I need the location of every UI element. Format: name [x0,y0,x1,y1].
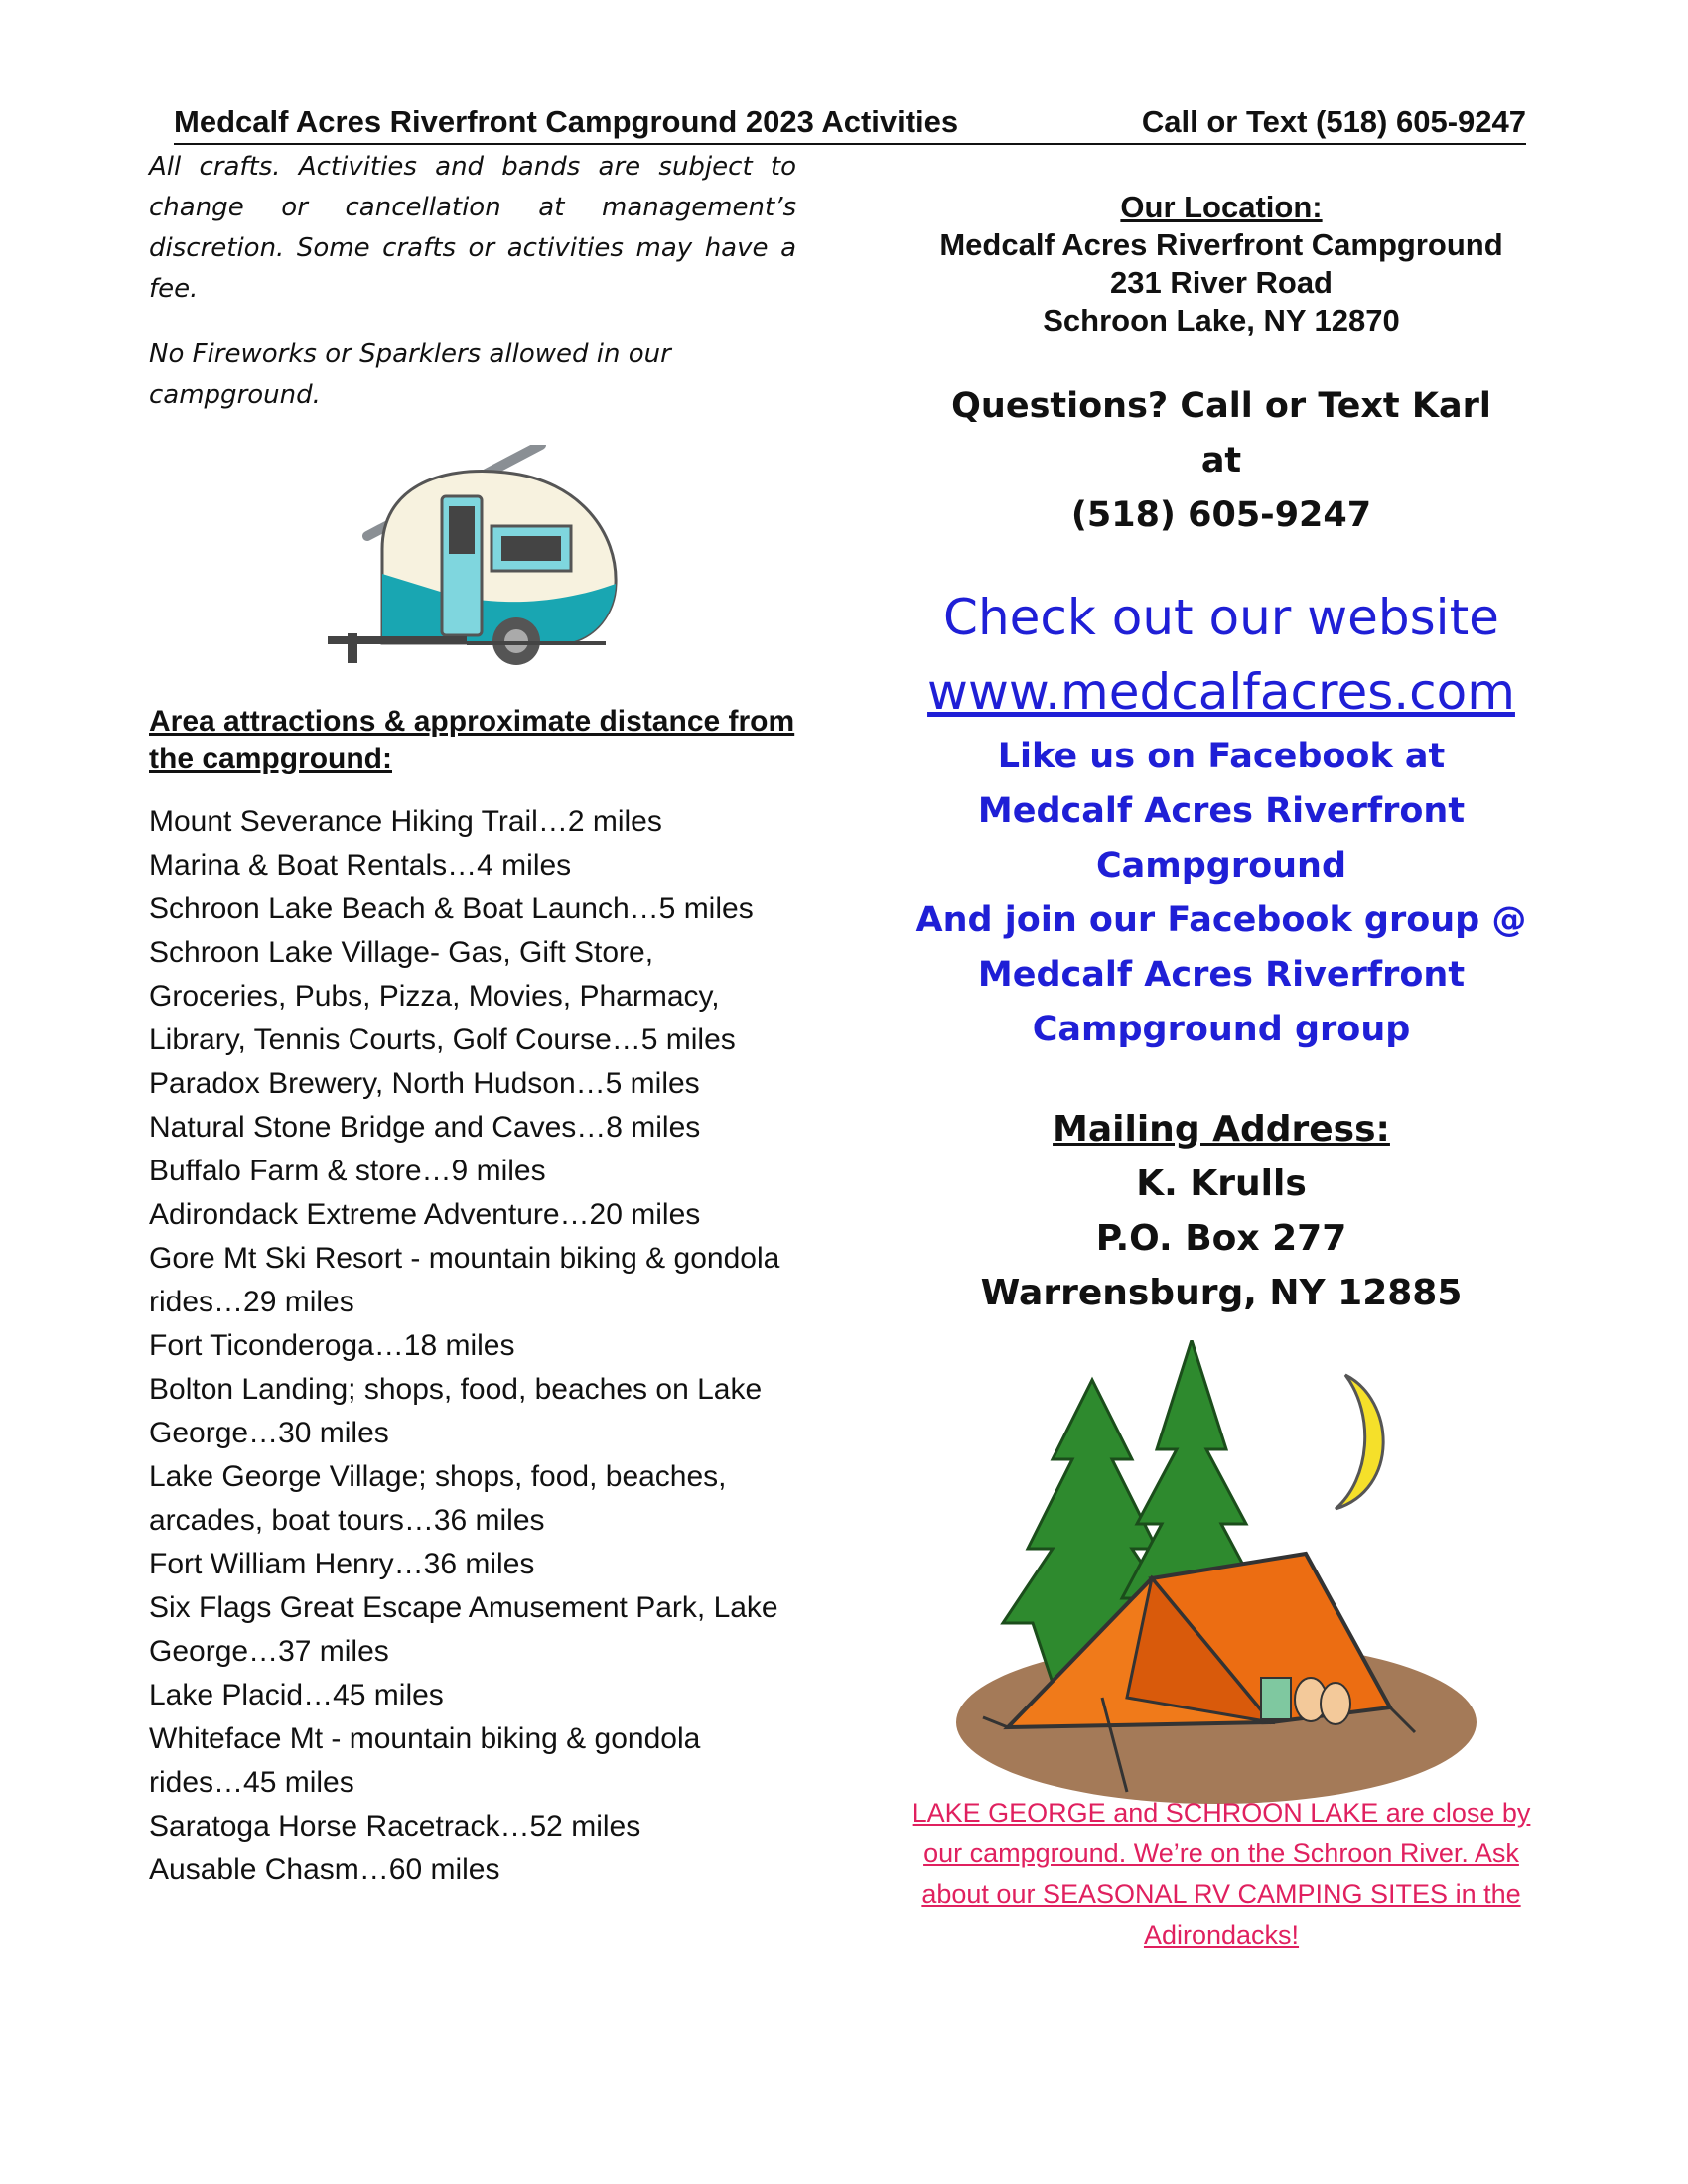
questions-line: Questions? Call or Text Karl [951,386,1491,426]
mailing-heading: Mailing Address: [1053,1109,1390,1150]
attractions-heading: Area attractions & approximate distance from the campground: [149,705,795,775]
mailing-box: P.O. Box 277 [1095,1218,1347,1259]
facebook-line: And join our Facebook group @ [915,900,1527,940]
header-phone: Call or Text (518) 605-9247 [1141,104,1526,139]
facebook-block [894,730,1549,1057]
questions-at: at [1200,441,1242,480]
location-street: 231 River Road [1110,265,1333,300]
attraction-item: Six Flags Great Escape Amusement Park, Lake George…37 miles [149,1591,778,1668]
attractions-list [149,800,796,1892]
mailing-name: K. Krulls [1136,1163,1307,1204]
attraction-item: Paradox Brewery, North Hudson…5 miles [149,1067,700,1100]
attraction-item: Schroon Lake Village- Gas, Gift Store, Groceries, Pubs, Pizza, Movies, Pharmacy, Library, Tennis Courts, Golf Course…5 miles [149,936,736,1056]
attraction-item: Bolton Landing; shops, food, beaches on Lake George…30 miles [149,1373,763,1449]
attraction-item: Buffalo Farm & store…9 miles [149,1155,546,1187]
location-name: Medcalf Acres Riverfront Campground [939,227,1503,262]
facebook-line: Campground group [1032,1010,1411,1049]
mailing-city: Warrensburg, NY 12885 [980,1273,1463,1313]
attraction-item: Whiteface Mt - mountain biking & gondola rides…45 miles [149,1722,701,1799]
attraction-item: Natural Stone Bridge and Caves…8 miles [149,1111,701,1144]
website-link[interactable]: www.medcalfacres.com [927,663,1515,721]
right-column [894,189,1549,1320]
attraction-item: Ausable Chasm…60 miles [149,1853,500,1886]
location-city: Schroon Lake, NY 12870 [1043,303,1400,338]
facebook-line: Medcalf Acres Riverfront [977,791,1466,831]
camper-trailer-image [328,445,626,673]
tent-campsite-image [953,1340,1479,1807]
fireworks-notice: No Fireworks or Sparklers allowed in our campground. [149,340,671,410]
attraction-item: Mount Severance Hiking Trail…2 miles [149,805,662,838]
facebook-line: Like us on Facebook at [997,737,1446,776]
page-title: Medcalf Acres Riverfront Campground 2023 Activities [174,104,959,139]
website-text: Check out our website [943,589,1499,646]
attraction-item: Adirondack Extreme Adventure…20 miles [149,1198,701,1231]
attraction-item: Marina & Boat Rentals…4 miles [149,849,572,882]
attraction-item: Fort William Henry…36 miles [149,1548,535,1580]
attraction-item: Saratoga Horse Racetrack…52 miles [149,1810,641,1843]
promo-text: LAKE GEORGE and SCHROON LAKE are close by our campground. We’re on the Schroon River. Ask about our SEASONAL RV CAMPING SITES in the Adirondacks! [912,1798,1531,1950]
attraction-item: Gore Mt Ski Resort - mountain biking & gondola rides…29 miles [149,1242,780,1318]
facebook-line: Campground [1095,846,1347,886]
attraction-item: Fort Ticonderoga…18 miles [149,1329,515,1362]
attraction-item: Lake Placid…45 miles [149,1679,444,1711]
facebook-line: Medcalf Acres Riverfront [977,955,1466,995]
mailing-block [894,1102,1549,1320]
website-block [894,581,1549,730]
activities-notice: All crafts. Activities and bands are subject to change or cancellation at management’s discretion. Some crafts or activities may have a fee. [149,152,796,304]
questions-phone: (518) 605-9247 [1070,495,1372,535]
page-header [174,101,1526,145]
questions-block [894,379,1549,543]
attraction-item: Lake George Village; shops, food, beaches, arcades, boat tours…36 miles [149,1460,727,1537]
location-heading: Our Location: [1120,190,1323,224]
left-column [149,147,796,1886]
attraction-item: Schroon Lake Beach & Boat Launch…5 miles [149,892,754,925]
